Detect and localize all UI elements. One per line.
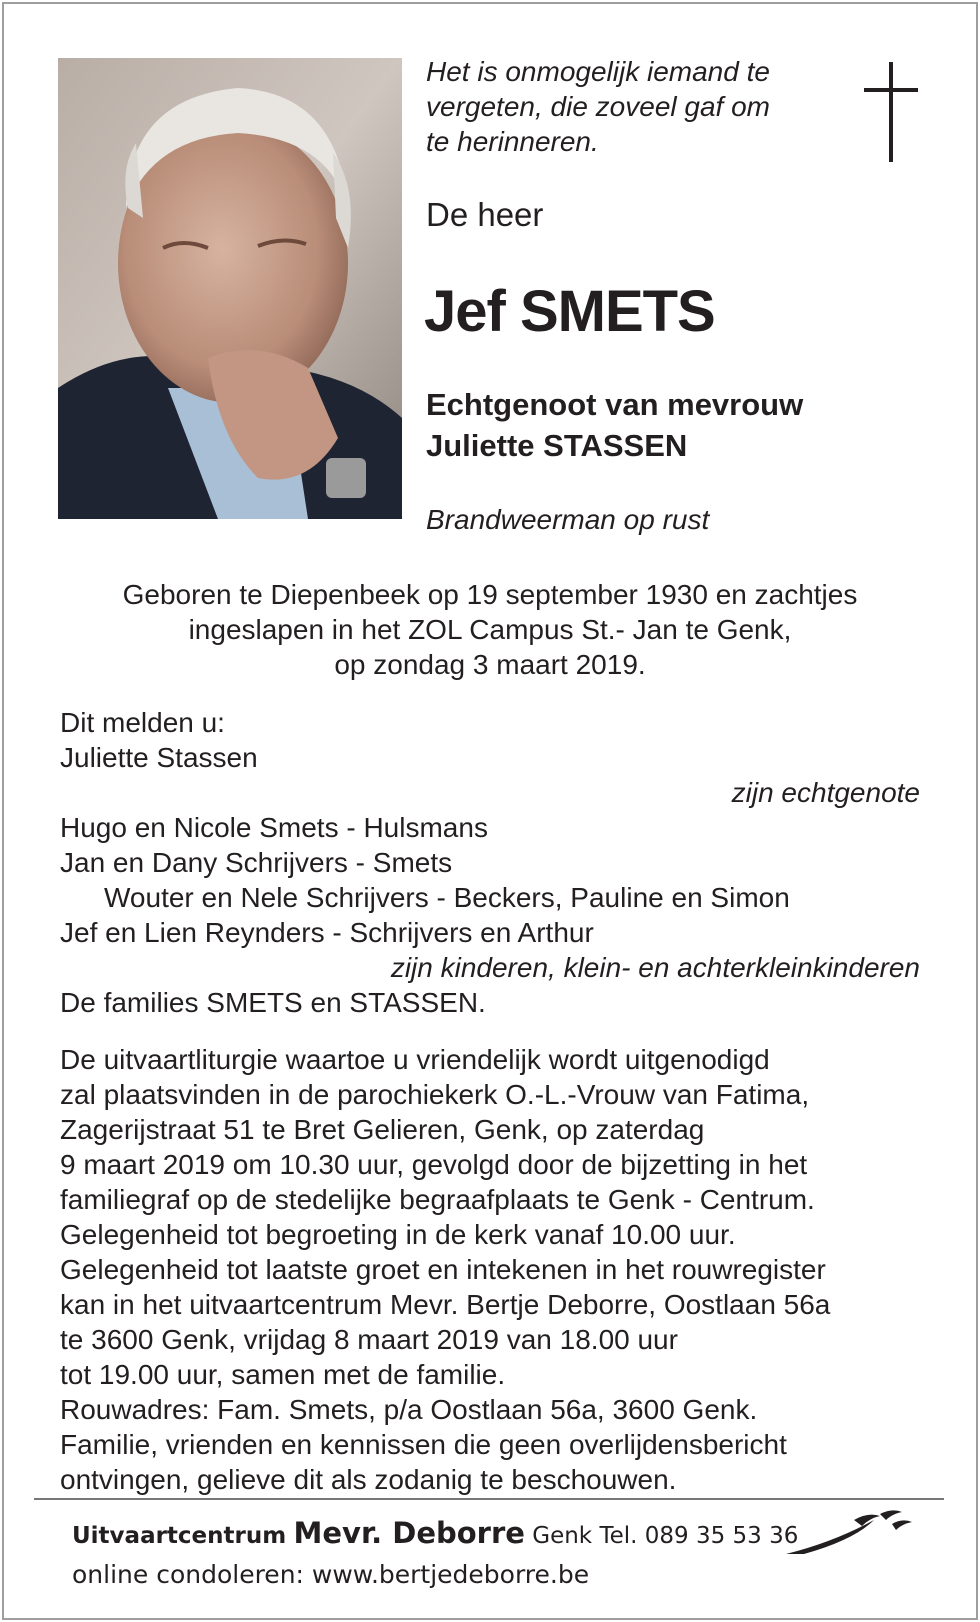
service-line: Gelegenheid tot begroeting in de kerk vanaf 10.00 uur. — [60, 1219, 736, 1250]
birth-line: ingeslapen in het ZOL Campus St.- Jan te Genk, — [188, 614, 792, 645]
funeral-home-label: Uitvaartcentrum — [72, 1523, 287, 1549]
family-grandchild: Jef en Lien Reynders - Schrijvers en Arthur — [60, 917, 594, 948]
widow-role: zijn echtgenote — [731, 777, 920, 808]
occupation: Brandweerman op rust — [426, 504, 710, 535]
funeral-home-name: Mevr. Deborre — [293, 1516, 525, 1550]
family-intro: Dit melden u: — [60, 707, 225, 738]
spouse-info — [426, 384, 803, 466]
spouse-line-2: Juliette STASSEN — [426, 428, 688, 463]
service-line: tot 19.00 uur, samen met de familie. — [60, 1359, 506, 1390]
family-families: De families SMETS en STASSEN. — [60, 987, 486, 1018]
portrait-photo — [58, 58, 402, 519]
birth-line: op zondag 3 maart 2019. — [334, 649, 646, 680]
service-line: Zagerijstraat 51 te Bret Gelieren, Genk, op zaterdag — [60, 1114, 705, 1145]
service-line: te 3600 Genk, vrijdag 8 maart 2019 van 18.00 uur — [60, 1324, 678, 1355]
service-line: Rouwadres: Fam. Smets, p/a Oostlaan 56a, 3600 Genk. — [60, 1394, 758, 1425]
title-prefix: De heer — [426, 196, 544, 233]
family-child: Hugo en Nicole Smets - Hulsmans — [60, 812, 488, 843]
spouse-line-1: Echtgenoot van mevrouw — [426, 387, 804, 422]
service-line: 9 maart 2019 om 10.30 uur, gevolgd door de bijzetting in het — [60, 1149, 808, 1180]
family-grandchild: Wouter en Nele Schrijvers - Beckers, Pauline en Simon — [104, 882, 790, 913]
birth-line: Geboren te Diepenbeek op 19 september 1930 en zachtjes — [122, 579, 858, 610]
funeral-home-city: Genk — [532, 1523, 593, 1549]
family-widow: Juliette Stassen — [60, 742, 258, 773]
service-line: familiegraf op de stedelijke begraafplaats te Genk - Centrum. — [60, 1184, 815, 1215]
footer-divider — [34, 1498, 944, 1500]
service-line: Gelegenheid tot laatste groet en intekenen in het rouwregister — [60, 1254, 826, 1285]
service-line: Familie, vrienden en kennissen die geen overlijdensbericht — [60, 1429, 787, 1460]
funeral-home-footer — [72, 1516, 798, 1589]
cross-icon — [862, 62, 922, 162]
birth-death-info — [40, 577, 940, 682]
children-role: zijn kinderen, klein- en achterkleinkinderen — [390, 952, 920, 983]
memorial-quote: Het is onmogelijk iemand te vergeten, die zoveel gaf om te herinneren. — [426, 56, 770, 157]
deceased-name: Jef SMETS — [424, 279, 715, 344]
birds-logo-icon — [784, 1506, 914, 1562]
family-list — [60, 705, 920, 1020]
funeral-home-phone[interactable]: Tel. 089 35 53 36 — [599, 1523, 799, 1549]
funeral-home-contact — [72, 1516, 798, 1556]
family-child: Jan en Dany Schrijvers - Smets — [60, 847, 453, 878]
funeral-service-info — [60, 1042, 940, 1497]
service-line: ontvingen, gelieve dit als zodanig te beschouwen. — [60, 1464, 677, 1495]
service-line: De uitvaartliturgie waartoe u vriendelijk wordt uitgenodigd — [60, 1044, 770, 1075]
service-line: zal plaatsvinden in de parochiekerk O.-L.-Vrouw van Fatima, — [60, 1079, 810, 1110]
service-line: kan in het uitvaartcentrum Mevr. Bertje Deborre, Oostlaan 56a — [60, 1289, 831, 1320]
online-condolence-link[interactable]: online condoleren: www.bertjedeborre.be — [72, 1560, 590, 1589]
